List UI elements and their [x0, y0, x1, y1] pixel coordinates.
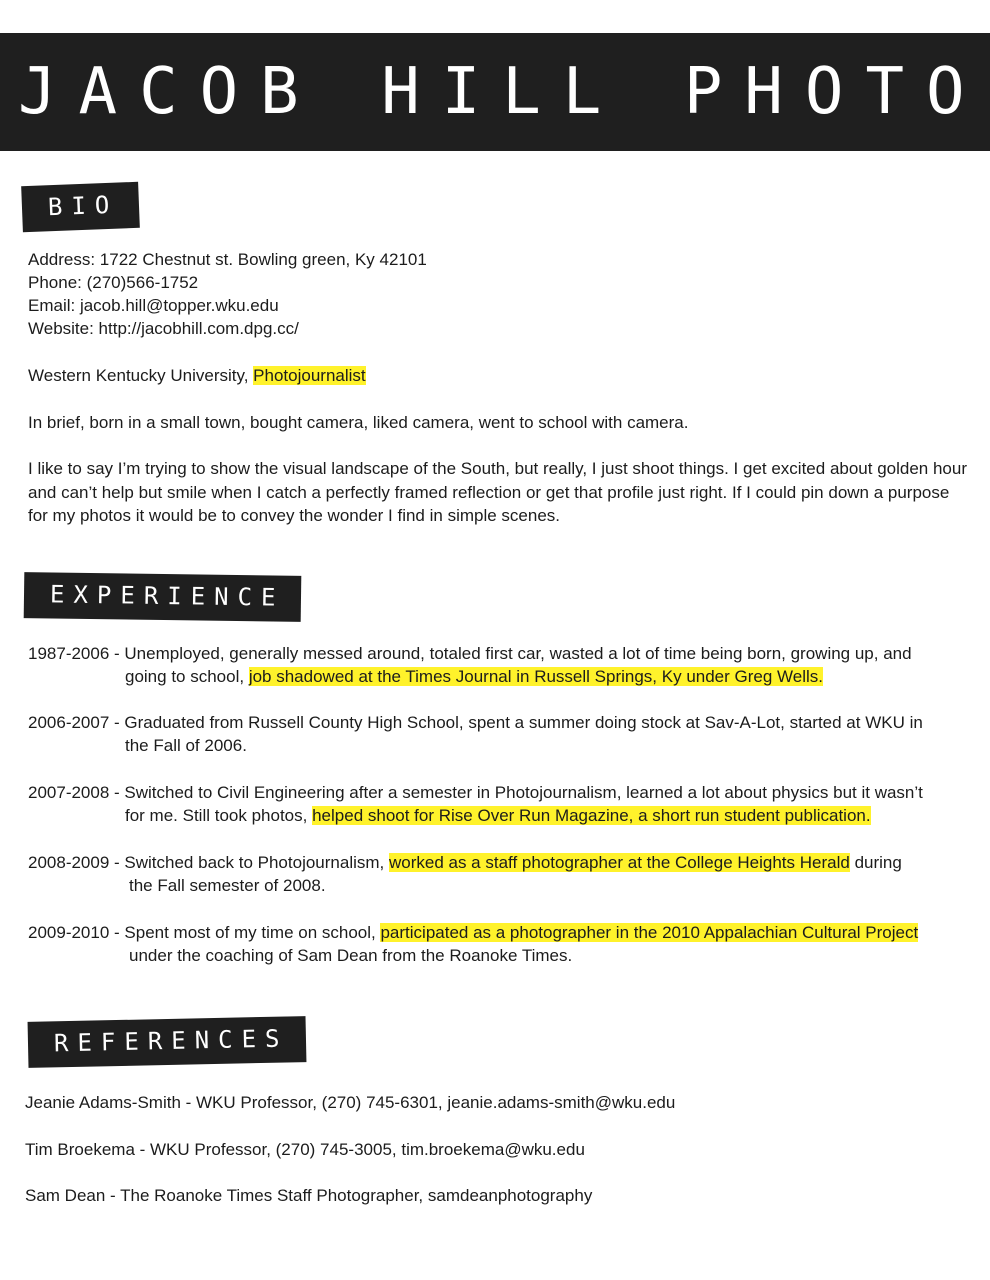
experience-highlight: worked as a staff photographer at the College Heights Herald	[388, 853, 850, 872]
reference-item: Tim Broekema - WKU Professor, (270) 745-3005, tim.broekema@wku.edu	[25, 1140, 585, 1159]
experience-highlight: helped shoot for Rise Over Run Magazine, a short run student publication.	[312, 806, 871, 825]
experience-text: the Fall of 2006.	[125, 736, 247, 755]
section-label-experience: EXPERIENCE	[24, 572, 302, 622]
experience-item	[28, 711, 978, 757]
bio-phone: Phone: (270)566-1752	[28, 273, 199, 292]
bio-address: Address: 1722 Chestnut st. Bowling green, Ky 42101	[28, 250, 427, 269]
experience-line	[28, 851, 978, 874]
experience-line	[28, 944, 978, 967]
experience-line	[28, 734, 978, 757]
experience-text: 2009-2010 - Spent most of my time on school,	[28, 923, 381, 942]
experience-item	[28, 642, 978, 688]
reference-item: Sam Dean - The Roanoke Times Staff Photographer, samdeanphotography	[25, 1186, 593, 1205]
experience-line	[28, 665, 978, 688]
bio-role-highlight: Photojournalist	[253, 366, 366, 385]
bio-school: Western Kentucky University,	[28, 366, 254, 385]
experience-line	[28, 804, 978, 827]
experience-line: 2007-2008 - Switched to Civil Engineering after a semester in Photojournalism, learned a lot about physics but it wasn’t	[28, 783, 923, 802]
experience-line	[28, 874, 978, 897]
experience-line: 2006-2007 - Graduated from Russell County High School, spent a summer doing stock at Sav-A-Lot, started at WKU in	[28, 713, 923, 732]
bio-brief: In brief, born in a small town, bought camera, liked camera, went to school with camera.	[28, 413, 689, 432]
experience-item	[28, 781, 978, 827]
experience-text: for me. Still took photos,	[125, 806, 313, 825]
experience-text: the Fall semester of 2008.	[129, 876, 326, 895]
experience-item	[28, 851, 978, 897]
experience-highlight: job shadowed at the Times Journal in Russell Springs, Ky under Greg Wells.	[248, 667, 824, 686]
bio-statement: I like to say I’m trying to show the visual landscape of the South, but really, I just shoot things. I get excited about golden hour and can’t help but smile when I catch a perfectly framed reflection or get that profile just right. If I could pin down a purpose for my photos it would be to convey the wonder I find in simple scenes.	[28, 459, 968, 525]
experience-item	[28, 921, 978, 967]
experience-text: under the coaching of Sam Dean from the Roanoke Times.	[129, 946, 573, 965]
experience-text: during	[849, 853, 902, 872]
experience-text: going to school,	[125, 667, 249, 686]
experience-line	[28, 921, 978, 944]
header-banner	[0, 33, 990, 151]
experience-highlight: participated as a photographer in the 2010 Appalachian Cultural Project	[380, 923, 919, 942]
page-title: JACOB HILL PHOTO	[18, 55, 987, 129]
reference-item: Jeanie Adams-Smith - WKU Professor, (270) 745-6301, jeanie.adams-smith@wku.edu	[25, 1093, 676, 1112]
section-label-bio: BIO	[21, 182, 140, 232]
bio-email: Email: jacob.hill@topper.wku.edu	[28, 296, 279, 315]
experience-line: 1987-2006 - Unemployed, generally messed around, totaled first car, wasted a lot of time being born, growing up, and	[28, 644, 912, 663]
bio-school-line	[28, 364, 366, 387]
experience-text: 2008-2009 - Switched back to Photojournalism,	[28, 853, 389, 872]
bio-website: Website: http://jacobhill.com.dpg.cc/	[28, 319, 299, 338]
section-label-references: REFERENCES	[28, 1016, 307, 1068]
